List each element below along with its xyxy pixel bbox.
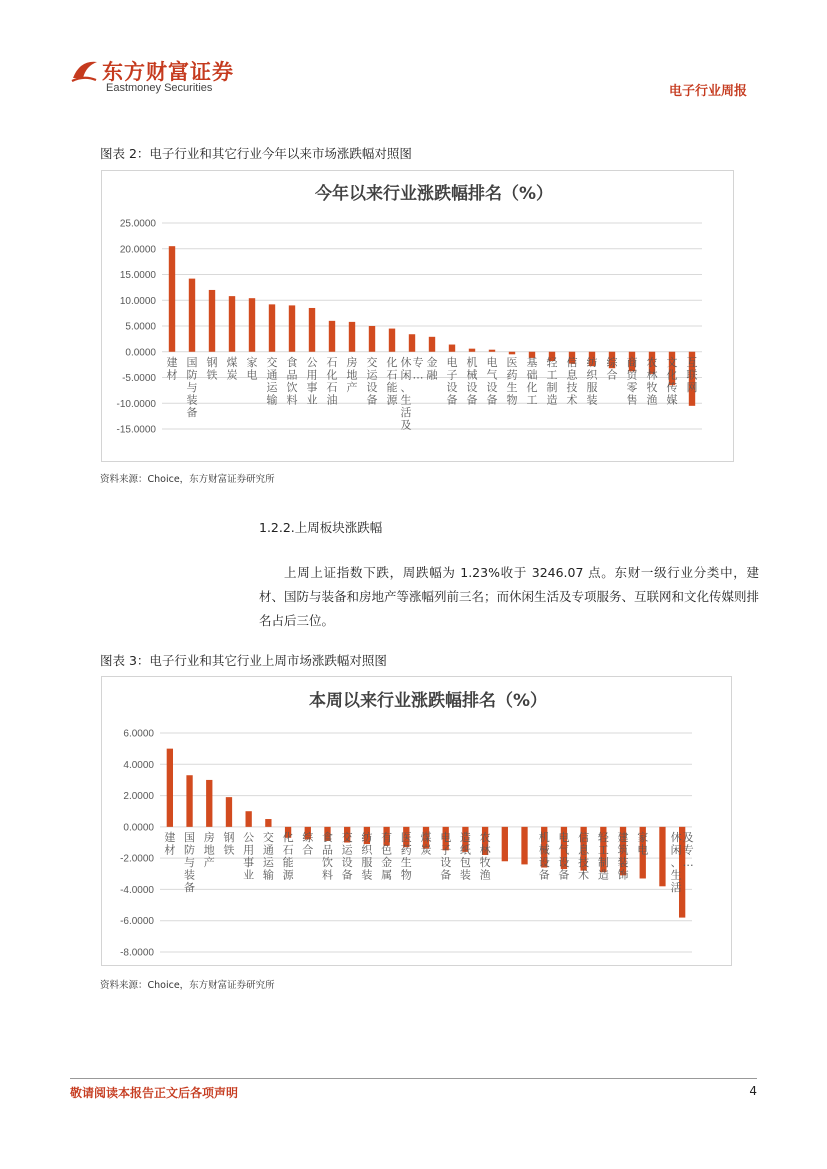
chart-title: 本周以来行业涨跌幅排名（%） [308,691,548,711]
x-category-label: 电子设备 [446,355,458,407]
x-category-label: 建筑装饰 [617,830,629,882]
bar [659,827,665,886]
x-category-label: 公用事业 [306,355,318,407]
chart-ytd-svg [102,171,733,461]
x-category-label: 综合 [606,355,618,382]
x-category-label: 互联网 [686,355,698,394]
bar [209,290,215,352]
figure-3-source: 资料来源：Choice，东方财富证券研究所 [100,980,275,991]
y-tick-label: -15.0000 [116,424,156,436]
report-type: 电子行业周报 [668,84,747,99]
x-category-label: 休闲、生活及专… [670,830,694,894]
bar [509,352,515,355]
chart-weekly-svg [102,677,731,965]
y-tick-label: 10.0000 [119,295,156,307]
x-category-label: 信息技术 [566,355,578,407]
bar [389,329,395,352]
x-category-label: 建材 [164,830,176,857]
x-category-label: 食品饮料 [286,355,298,407]
x-category-label: 石化石油 [326,355,338,407]
y-tick-label: 2.0000 [123,791,154,803]
x-category-label: 电气设备 [558,830,570,882]
x-category-label: 轻工制造 [597,830,609,882]
bar [189,279,195,352]
x-category-label: 金融 [426,355,438,382]
x-category-label: 钢铁 [206,355,218,382]
eastmoney-logo-icon [70,58,100,84]
x-category-label: 国防与装备 [184,830,196,894]
x-category-label: 农林牧渔 [646,355,658,407]
company-name-en: Eastmoney Securities [106,82,213,94]
bar [249,298,255,352]
x-category-label: 纺织服装 [361,830,373,882]
y-tick-label: 15.0000 [119,270,156,281]
x-category-label: 纺织服装 [586,355,598,407]
x-category-label: 机械设备 [466,355,478,407]
x-category-label: 交通运输 [262,830,274,882]
x-category-label: 家电 [637,830,649,857]
x-category-label: 机械设备 [538,830,550,882]
x-category-label: 钢铁 [223,830,235,857]
bar [246,811,252,827]
y-tick-label: 4.0000 [123,759,154,771]
x-category-label: 信息技术 [578,830,590,882]
x-category-label: 房地产 [203,830,215,869]
footer-disclaimer: 敬请阅读本报告正文后各项声明 [70,1086,239,1100]
bar [409,334,415,352]
x-category-label: 基础化工 [526,355,538,407]
y-tick-label: -2.0000 [120,853,154,865]
x-category-label: 国防与装备 [186,355,198,419]
y-tick-label: -8.0000 [120,947,154,959]
y-tick-label: 0.0000 [125,347,156,359]
y-tick-label: -5.0000 [122,373,156,384]
chart-title: 今年以来行业涨跌幅排名（%） [314,184,554,204]
bar [429,337,435,352]
x-category-label: 交通运输 [266,355,278,407]
bar [489,350,495,352]
body-paragraph: 上周上证指数下跌，周跌幅为 1.23%收于 3246.07 点。东财一级行业分类中，建材、国防与装备和房地产等涨幅列前三名；而休闲生活及专项服务、互联网和文化传媒则排名占后三位。 [259,565,760,628]
bar [502,827,508,861]
bar [169,246,175,352]
y-tick-label: 6.0000 [123,728,154,740]
x-category-label: 有色金属 [381,830,393,882]
x-category-label: 家电 [246,355,258,382]
x-category-label: 食品饮料 [321,830,333,882]
bar [206,780,212,827]
bar [349,322,355,352]
bar [229,296,235,352]
bar [186,775,192,827]
x-category-label: 文化传媒 [666,355,678,407]
bar [167,749,173,827]
page-header [0,0,827,110]
chart-ytd [101,170,734,462]
y-tick-label: -4.0000 [120,884,154,896]
x-category-label: 煤炭 [226,355,238,382]
y-tick-label: 25.0000 [119,218,156,230]
section-heading: 1.2.2.上周板块涨跌幅 [259,520,383,535]
x-category-label: 房地产 [346,355,358,394]
x-category-label: 造纸包装 [459,830,471,882]
x-category-label: 轻工制造 [546,355,558,407]
y-tick-label: 0.0000 [123,822,154,834]
footer-divider [70,1078,757,1079]
figure-3-caption: 图表 3：电子行业和其它行业上周市场涨跌幅对照图 [100,653,387,668]
x-category-label: 医药生物 [400,830,412,882]
bar [289,305,295,351]
x-category-label: 商贸零售 [626,355,638,407]
bar [369,326,375,352]
x-category-label: 交运设备 [366,355,378,407]
figure-2-caption: 图表 2：电子行业和其它行业今年以来市场涨跌幅对照图 [100,146,412,161]
bar [521,827,527,865]
figure-2-source: 资料来源：Choice，东方财富证券研究所 [100,474,275,485]
x-category-label: 医药生物 [506,355,518,407]
bar [226,797,232,827]
x-category-label: 农林牧渔 [479,830,491,882]
x-category-label: 化石能源 [282,830,294,882]
y-tick-label: -6.0000 [120,916,154,928]
company-name-cn: 东方财富证券 [102,60,234,84]
bar [329,321,335,352]
y-tick-label: 20.0000 [119,244,156,256]
x-category-label: 建材 [166,355,178,382]
y-tick-label: 5.0000 [125,321,156,333]
chart-weekly [101,676,732,966]
x-category-label: 化石能源 [386,355,398,407]
x-category-label: 综合 [302,830,314,857]
x-category-label: 休闲、生活及专… [400,355,424,432]
bar [269,304,275,351]
x-category-label: 交运设备 [341,830,353,882]
x-category-label: 公用事业 [243,830,255,882]
page-number: 4 [749,1084,757,1098]
bar [469,349,475,352]
x-category-label: 煤炭 [420,830,432,857]
bar [309,308,315,352]
bar [265,819,271,827]
x-category-label: 电气设备 [486,355,498,407]
y-tick-label: -10.0000 [116,398,156,410]
bar [449,345,455,352]
x-category-label: 电子设备 [440,830,452,882]
